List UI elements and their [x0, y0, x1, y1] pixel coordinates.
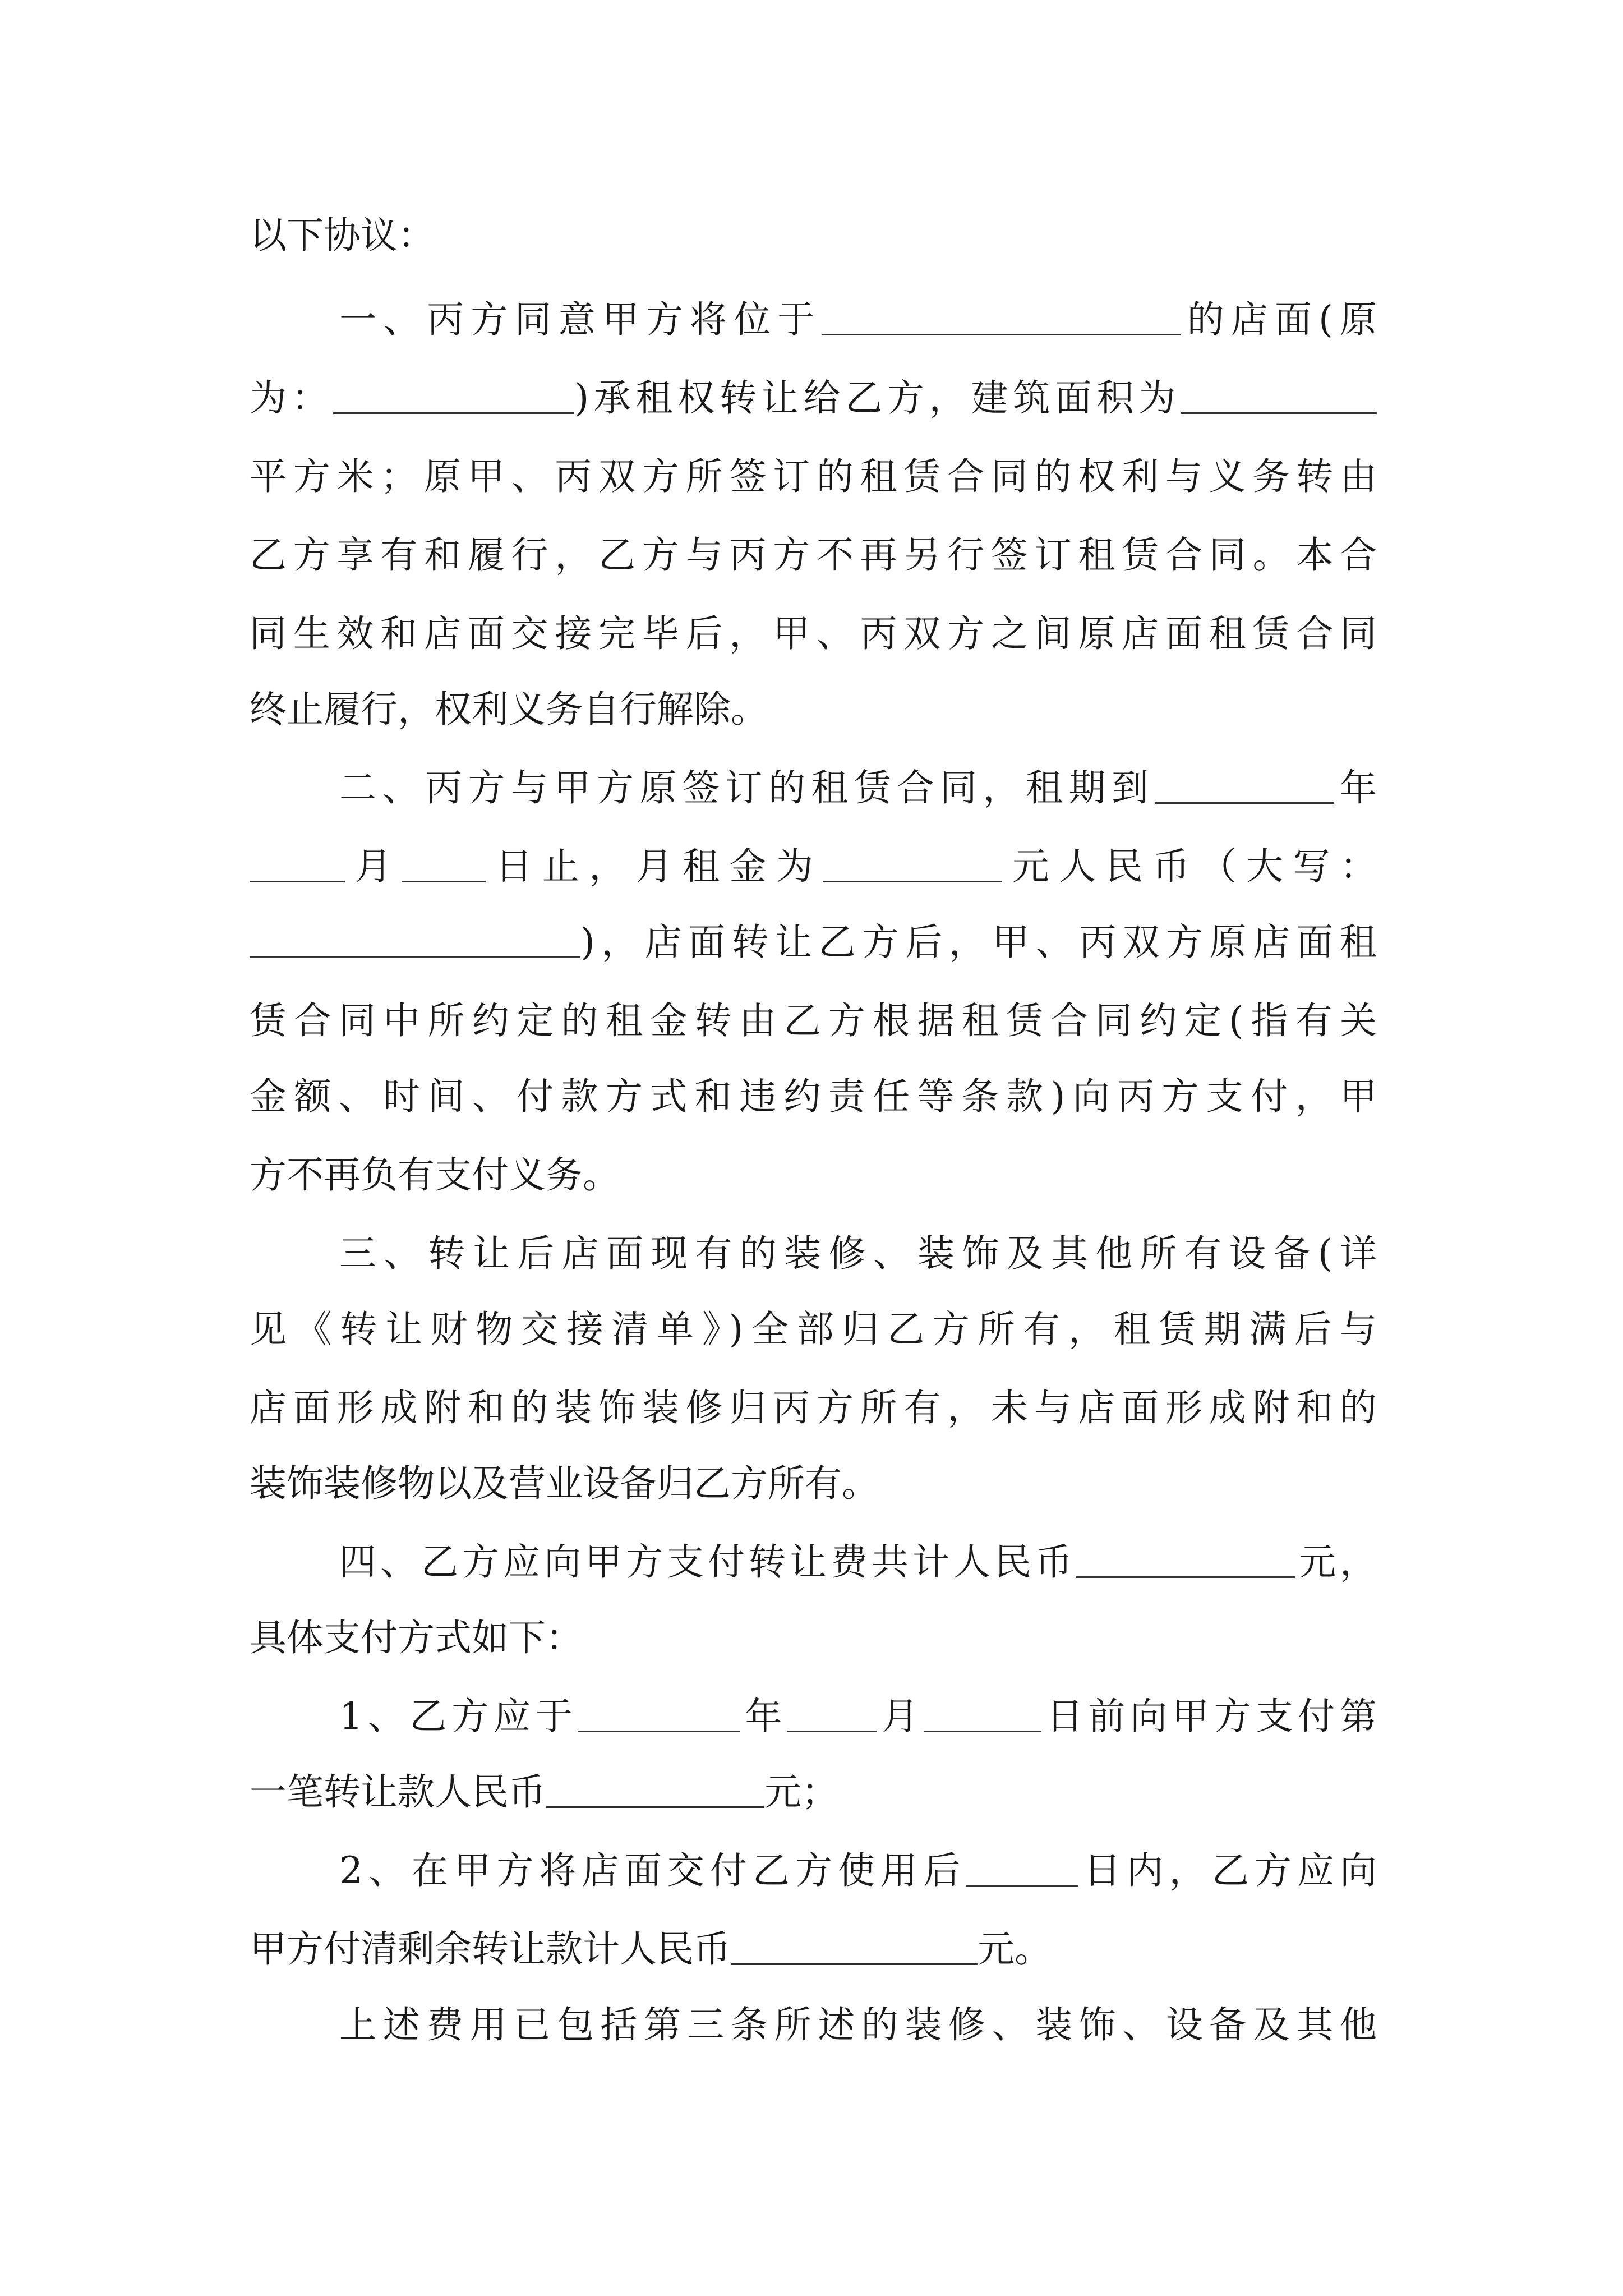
fill-blank[interactable]: [333, 375, 574, 414]
text-line: 平方米；原甲、丙双方所签订的租赁合同的权利与义务转由: [250, 455, 1377, 498]
text-line: 甲方付清剩余转让款计人民币 元。: [250, 1927, 1052, 1971]
fill-blank[interactable]: [250, 844, 345, 882]
text-line: 四、乙方应向甲方支付转让费共计人民币 元，: [339, 1540, 1377, 1584]
text-line: 金额、时间、付款方式和违约责任等条款)向丙方支付，甲: [250, 1075, 1377, 1118]
fill-blank[interactable]: [822, 297, 1181, 335]
fill-blank[interactable]: [250, 919, 580, 958]
text-line: 1、乙方应于 年 月 日前向甲方支付第: [339, 1695, 1377, 1738]
text-line: 月 日止，月租金为 元人民币（大写：: [250, 836, 1377, 898]
text-line: 2、在甲方将店面交付乙方使用后 日内，乙方应向: [339, 1849, 1377, 1892]
text-line: 乙方享有和履行，乙方与丙方不再另行签订租赁合同。本合: [250, 533, 1377, 577]
fill-blank[interactable]: [924, 1694, 1041, 1732]
text-line: 二、丙方与甲方原签订的租赁合同，租期到 年: [339, 766, 1377, 809]
text-line: 装饰装修物以及营业设备归乙方所有。: [250, 1462, 879, 1505]
text-line: )，店面转让乙方后，甲、丙双方原店面租: [250, 912, 1377, 973]
text-line: 一、丙方同意甲方将位于 的店面(原: [339, 298, 1377, 341]
fill-blank[interactable]: [731, 1926, 978, 1965]
text-line: 见《转让财物交接清单》)全部归乙方所有，租赁期满后与: [250, 1308, 1377, 1351]
text-line: 终止履行，权利义务自行解除。: [250, 688, 768, 731]
fill-blank[interactable]: [1076, 1539, 1295, 1578]
text-line: 上述费用已包括第三条所述的装修、装饰、设备及其他: [339, 2003, 1377, 2046]
fill-blank[interactable]: [966, 1848, 1078, 1887]
text-line: 以下协议：: [250, 214, 435, 257]
text-line: 三、转让后店面现有的装修、装饰及其他所有设备(详: [339, 1232, 1377, 1275]
fill-blank[interactable]: [546, 1769, 764, 1808]
text-line: 店面形成附和的装饰装修归丙方所有，未与店面形成附和的: [250, 1386, 1377, 1429]
text-line: 方不再负有支付义务。: [250, 1153, 620, 1197]
text-line: 具体支付方式如下：: [250, 1616, 583, 1659]
text-line: 一笔转让款人民币 元；: [250, 1770, 838, 1814]
text-line: 同生效和店面交接完毕后，甲、丙双方之间原店面租赁合同: [250, 612, 1377, 655]
text-line: 为： )承租权转让给乙方，建筑面积为: [250, 367, 1377, 429]
fill-blank[interactable]: [823, 844, 1002, 882]
fill-blank[interactable]: [787, 1694, 877, 1732]
fill-blank[interactable]: [1155, 765, 1334, 804]
fill-blank[interactable]: [402, 844, 486, 882]
fill-blank[interactable]: [578, 1694, 740, 1732]
fill-blank[interactable]: [1181, 375, 1377, 414]
text-line: 赁合同中所约定的租金转由乙方根据租赁合同约定(指有关: [250, 999, 1377, 1042]
